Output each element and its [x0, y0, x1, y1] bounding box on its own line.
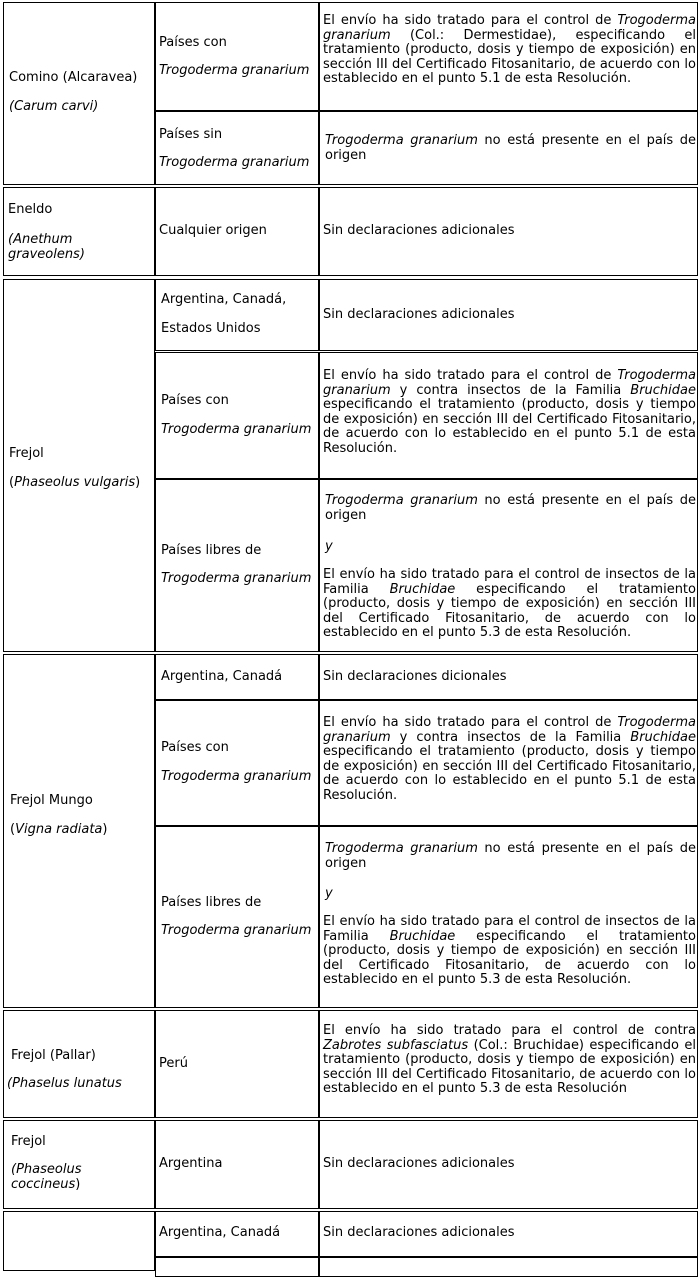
- requirement-cell: [319, 352, 698, 479]
- product-cell-frejol-coccineus: [3, 1120, 155, 1209]
- origin-label: Países con: [161, 393, 229, 408]
- requirement-text: El envío ha sido tratado para el control de contra Zabrotes subfasciatus (Col.: Bruchidae) especificando el tratamiento (producto, dosis y tiempo de exposición) en sección III del Certificado Fitosanitario, de acuerdo con lo establecido en el punto 5.3 de esta Resolución: [323, 1023, 696, 1096]
- origin-cell: [155, 826, 319, 1008]
- product-scientific-name: (Carum carvi): [9, 99, 99, 114]
- origin-pest-name: Trogoderma granarium: [161, 422, 312, 437]
- requirement-cell-cutoff: [319, 1257, 698, 1277]
- origin-cell: [155, 1120, 319, 1209]
- requirement-cell: [319, 187, 698, 276]
- product-scientific-name: (Phaselus lunatus: [7, 1076, 122, 1091]
- origin-cell: [155, 1010, 319, 1118]
- product-name: Eneldo: [8, 202, 53, 217]
- product-name: Frejol Mungo: [10, 793, 93, 808]
- origin-cell: [155, 279, 319, 351]
- origin-label: Argentina, Canadá: [161, 669, 283, 684]
- origin-cell: [155, 111, 319, 185]
- origin-label: Países con: [161, 740, 229, 755]
- origin-cell-cutoff: [155, 1257, 319, 1277]
- product-name: Comino (Alcaravea): [9, 70, 138, 85]
- requirement-text: El envío ha sido tratado para el control de Trogoderma granarium y contra insectos de la Familia Bruchidae especificando el tratamiento (producto, dosis y tiempo de exposición) en sección III del Certificado Fitosanitario, de acuerdo con lo establecido en el punto 5.1 de esta Resolución.: [323, 715, 696, 803]
- product-cell-cutoff: [3, 1211, 155, 1271]
- requirement-cell: [319, 654, 698, 700]
- origin-label: Estados Unidos: [161, 321, 261, 336]
- origin-label: Perú: [159, 1056, 188, 1071]
- conjunction: y: [325, 886, 333, 901]
- product-scientific-name: (Anethum graveolens): [8, 232, 85, 262]
- requirement-text: Sin declaraciones adicionales: [323, 307, 515, 322]
- product-cell-frejol-mungo: [3, 654, 155, 1008]
- origin-label: Países libres de: [161, 895, 262, 910]
- requirement-cell: [319, 1010, 698, 1118]
- requirement-text: Sin declaraciones adicionales: [323, 1225, 515, 1240]
- requirement-text: El envío ha sido tratado para el control de Trogoderma granarium y contra insectos de la Familia Bruchidae especificando el tratamiento (producto, dosis y tiempo de exposición) en sección III del Certificado Fitosanitario, de acuerdo con lo establecido en el punto 5.1 de esta Resolución.: [323, 368, 696, 456]
- origin-cell: [155, 1211, 319, 1257]
- product-cell-eneldo: [3, 187, 155, 276]
- product-cell-frejol: [3, 279, 155, 652]
- product-name: Frejol (Pallar): [11, 1048, 96, 1063]
- requirement-text: El envío ha sido tratado para el control de Trogoderma granarium (Col.: Dermestidae), especificando el tratamiento (producto, dosis y tiempo de exposición) en sección III del Certificado Fitosanitario, de acuerdo con lo establecido en el punto 5.1 de esta Resolución.: [323, 13, 696, 86]
- origin-label: Argentina: [159, 1156, 223, 1171]
- product-scientific-name: (Phaseolus coccineus): [11, 1162, 82, 1192]
- requirement-text-absence: Trogoderma granarium no está presente en el país de origen: [325, 493, 696, 523]
- conjunction: y: [325, 539, 333, 554]
- requirement-cell: [319, 826, 698, 1008]
- origin-pest-name: Trogoderma granarium: [159, 155, 310, 170]
- product-scientific-name: (Vigna radiata): [10, 822, 108, 837]
- requirement-cell: [319, 1120, 698, 1209]
- requirement-cell: [319, 700, 698, 826]
- origin-pest-name: Trogoderma granarium: [161, 923, 312, 938]
- product-name: Frejol: [9, 446, 44, 461]
- requirement-text: Sin declaraciones dicionales: [323, 669, 507, 684]
- origin-pest-name: Trogoderma granarium: [159, 63, 310, 78]
- requirement-cell: [319, 1211, 698, 1257]
- requirement-text-treatment: El envío ha sido tratado para el control de insectos de la Familia Bruchidae especificando el tratamiento (producto, dosis y tiempo de exposición) en sección III del Certificado Fitosanitario, de acuerdo con lo establecido en el punto 5.3 de esta Resolución.: [323, 914, 696, 987]
- origin-label: Argentina, Canadá,: [161, 292, 287, 307]
- requirement-text: Trogoderma granarium no está presente en el país de origen: [325, 133, 696, 163]
- product-cell-frejol-pallar: [3, 1010, 155, 1118]
- requirement-text-absence: Trogoderma granarium no está presente en el país de origen: [325, 841, 696, 871]
- origin-cell: [155, 2, 319, 111]
- requirement-text: Sin declaraciones adicionales: [323, 1156, 515, 1171]
- origin-cell: [155, 187, 319, 276]
- origin-label: Países libres de: [161, 543, 262, 558]
- requirement-text-treatment: El envío ha sido tratado para el control de insectos de la Familia Bruchidae especificando el tratamiento (producto, dosis y tiempo de exposición) en sección III del Certificado Fitosanitario, de acuerdo con lo establecido en el punto 5.3 de esta Resolución.: [323, 567, 696, 640]
- origin-label: Argentina, Canadá: [159, 1225, 281, 1240]
- product-cell-comino: [3, 2, 155, 185]
- product-name: Frejol: [11, 1134, 46, 1149]
- product-scientific-name: (Phaseolus vulgaris): [9, 475, 141, 490]
- requirement-cell: [319, 111, 698, 185]
- origin-cell: [155, 654, 319, 700]
- origin-cell: [155, 700, 319, 826]
- origin-pest-name: Trogoderma granarium: [161, 571, 312, 586]
- requirement-cell: [319, 479, 698, 652]
- origin-label: Países sin: [159, 127, 223, 142]
- origin-pest-name: Trogoderma granarium: [161, 769, 312, 784]
- origin-cell: [155, 352, 319, 479]
- requirement-cell: [319, 279, 698, 351]
- origin-cell: [155, 479, 319, 652]
- requirement-cell: [319, 2, 698, 111]
- origin-label: Países con: [159, 35, 227, 50]
- origin-label: Cualquier origen: [159, 223, 267, 238]
- requirement-text: Sin declaraciones adicionales: [323, 223, 515, 238]
